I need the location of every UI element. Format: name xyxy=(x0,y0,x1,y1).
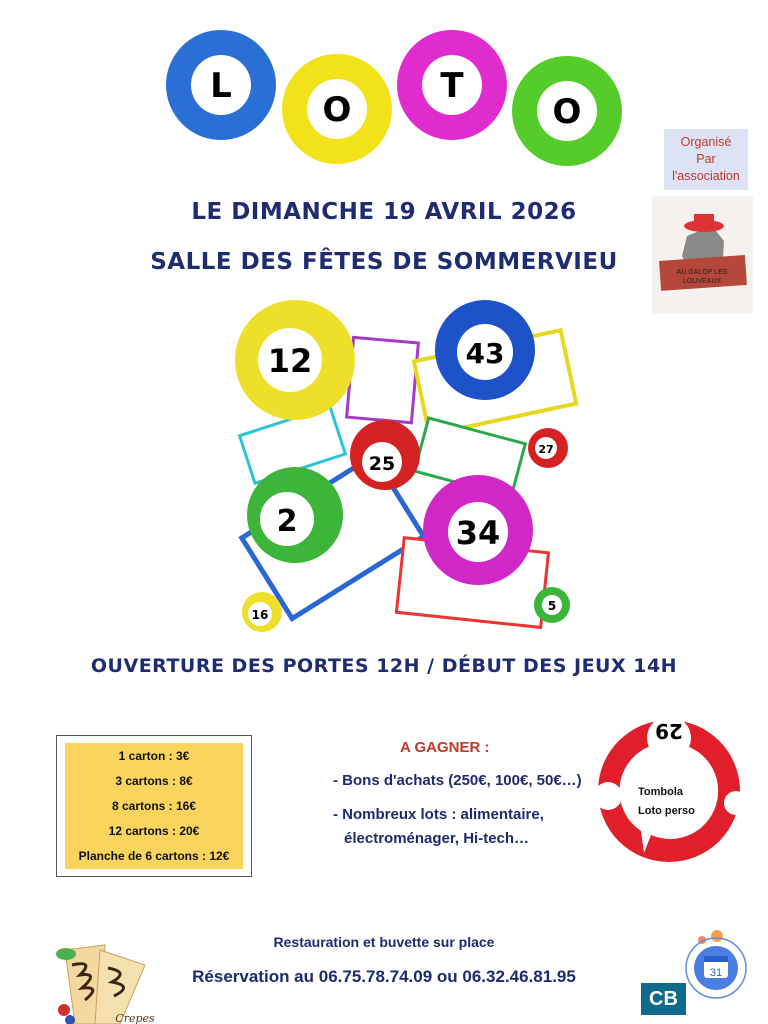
price-item: 1 carton : 3€ xyxy=(118,748,190,763)
loto-illustration xyxy=(220,290,590,640)
ball-25 xyxy=(350,420,420,490)
svg-text:12: 12 xyxy=(267,342,313,380)
prize-item: - Nombreux lots : alimentaire, xyxy=(333,806,544,823)
price-item: 8 cartons : 16€ xyxy=(111,798,197,813)
svg-text:O: O xyxy=(552,92,582,132)
ball-27 xyxy=(528,428,568,468)
svg-text:T: T xyxy=(440,66,464,106)
ball-t xyxy=(397,30,507,140)
price-item: 3 cartons : 8€ xyxy=(115,773,193,788)
svg-text:LOUVEAUX: LOUVEAUX xyxy=(682,278,722,285)
crepes-image xyxy=(50,940,155,1024)
ball-16 xyxy=(242,592,282,632)
price-item: 12 cartons : 20€ xyxy=(108,824,200,839)
svg-text:27: 27 xyxy=(538,443,554,456)
reservation-info: Réservation au 06.75.78.74.09 ou 06.32.46.81.95 xyxy=(192,967,576,986)
cb-card-logo: CB xyxy=(641,983,686,1015)
ball-43 xyxy=(435,300,535,400)
calendar-icon xyxy=(680,928,750,1000)
loto-card xyxy=(347,337,419,422)
tombola-line: Loto perso xyxy=(638,805,695,817)
price-item: Planche de 6 cartons : 12€ xyxy=(78,849,230,864)
svg-text:31: 31 xyxy=(709,967,723,979)
ball-5 xyxy=(534,587,570,623)
svg-text:5: 5 xyxy=(547,599,557,613)
ball-12 xyxy=(235,300,355,420)
svg-text:O: O xyxy=(322,90,352,130)
tombola-text xyxy=(638,783,695,821)
prizes-title: A GAGNER : xyxy=(400,739,490,756)
svg-text:29: 29 xyxy=(655,719,683,743)
svg-text:16: 16 xyxy=(251,608,269,622)
ball-o1 xyxy=(282,54,392,164)
ball-l xyxy=(166,30,276,140)
org-line: Par xyxy=(696,152,716,166)
ball-o2 xyxy=(512,56,622,166)
svg-text:AU GALOP LES: AU GALOP LES xyxy=(676,269,728,276)
organizer-label xyxy=(664,129,748,190)
svg-text:25: 25 xyxy=(368,453,396,475)
event-date: LE DIMANCHE 19 AVRIL 2026 xyxy=(191,199,577,225)
ball-34 xyxy=(423,475,533,585)
org-line: l'association xyxy=(672,169,740,183)
ball-2 xyxy=(247,467,343,563)
svg-text:Crepes: Crepes xyxy=(115,1012,155,1024)
opening-hours: OUVERTURE DES PORTES 12H / DÉBUT DES JEUX 14H xyxy=(90,655,678,677)
event-venue: SALLE DES FÊTES DE SOMMERVIEU xyxy=(150,249,618,275)
svg-text:34: 34 xyxy=(455,514,501,552)
prize-item: électroménager, Hi-tech… xyxy=(344,830,530,847)
org-line: Organisé xyxy=(680,135,732,149)
prize-item: - Bons d'achats (250€, 100€, 50€…) xyxy=(333,772,582,789)
food-info: Restauration et buvette sur place xyxy=(273,934,495,950)
tombola-line: Tombola xyxy=(638,786,684,798)
svg-text:L: L xyxy=(210,66,232,106)
svg-text:43: 43 xyxy=(465,337,505,370)
loto-title-balls xyxy=(160,25,630,170)
price-list xyxy=(56,735,252,877)
svg-text:2: 2 xyxy=(276,504,298,539)
